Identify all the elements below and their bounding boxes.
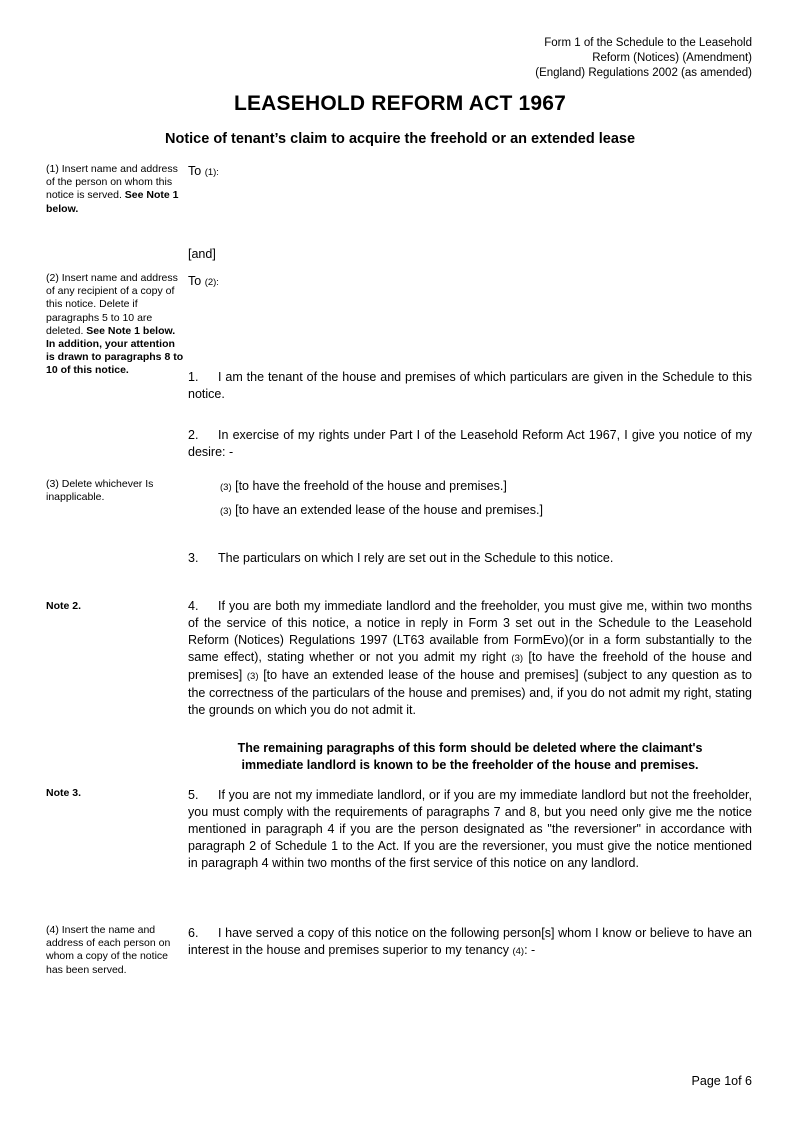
paragraph-6 <box>188 925 752 960</box>
margin-note-1 <box>46 163 186 216</box>
addressee-2-label: To <box>188 274 202 288</box>
paragraph-5-number: 5. <box>188 788 199 802</box>
paragraph-6-ref: (4) <box>512 946 525 957</box>
paragraph-2 <box>188 427 752 461</box>
paragraph-4-text-2: [to have the freehold of the house and premises] <box>188 650 752 682</box>
form-reference-line-1: Form 1 of the Schedule to the Leasehold <box>544 37 752 49</box>
margin-note-1-bold: See Note 1 below. <box>46 189 179 215</box>
paragraph-4-text-3: [to have an extended lease of the house and premises] (subject to any question as to the correctness of the particulars of the house and premises) and, if you do not admit my right, stating the grounds on which you do not admit it. <box>188 668 753 717</box>
paragraph-6-text-2: : - <box>524 943 536 957</box>
addressee-1-ref: (1): <box>204 167 219 178</box>
paragraph-2-number: 2. <box>188 428 199 442</box>
and-label: [and] <box>188 247 216 261</box>
paragraph-6-number: 6. <box>188 926 199 940</box>
option-freehold-text: [to have the freehold of the house and premises.] <box>235 479 507 493</box>
option-extended-lease-text: [to have an extended lease of the house and premises.] <box>235 503 543 517</box>
paragraph-2-text: In exercise of my rights under Part I of the Leasehold Reform Act 1967, I give you notice of my desire: - <box>188 428 752 459</box>
paragraph-5 <box>188 787 752 872</box>
margin-note-para-4: Note 2. <box>46 600 82 612</box>
addressee-1-label: To <box>188 164 202 178</box>
option-extended-lease-ref: (3) <box>220 506 232 517</box>
margin-note-2-bold-2: In addition, your attention is drawn to paragraphs 8 to 10 of this notice. <box>46 338 184 377</box>
paragraph-4-ref-1: (3) <box>511 653 524 664</box>
notice-subtitle: Notice of tenant’s claim to acquire the freehold or an extended lease <box>164 131 636 147</box>
margin-note-3: (3) Delete whichever Is inapplicable. <box>46 478 154 504</box>
paragraph-4-ref-2: (3) <box>246 671 259 682</box>
option-freehold-ref: (3) <box>220 482 232 493</box>
margin-note-2-bold-1: See Note 1 below. <box>86 324 176 337</box>
form-reference-line-2: Reform (Notices) (Amendment) <box>592 52 752 64</box>
paragraph-1-text: I am the tenant of the house and premises of which particulars are given in the Schedule to this notice. <box>188 370 752 401</box>
form-reference <box>332 36 752 81</box>
addressee-1-line <box>188 163 752 181</box>
margin-note-1-text: (1) Insert name and address of the person on whom this notice is served. <box>46 163 178 202</box>
margin-note-2 <box>46 272 186 378</box>
paragraph-4 <box>188 598 752 719</box>
form-reference-line-3: (England) Regulations 2002 (as amended) <box>535 67 752 79</box>
paragraph-6-text-1: I have served a copy of this notice on the following person[s] whom I know or believe to have an interest in the house and premises superior to my tenancy <box>188 926 752 957</box>
addressee-2-ref: (2): <box>204 277 219 288</box>
paragraph-3-text: The particulars on which I rely are set out in the Schedule to this notice. <box>218 551 614 565</box>
paragraph-4-number: 4. <box>188 599 199 613</box>
option-extended-lease <box>188 502 752 520</box>
page-title: LEASEHOLD REFORM ACT 1967 <box>233 92 567 115</box>
paragraph-4-text-1: If you are both my immediate landlord and the freeholder, you must give me, within two months of the service of this notice, a notice in reply in Form 3 set out in the Schedule to the Leasehold Reform (Notices) Regulations 1997 (LT63 available from FormEvo)(or in a form substantially to the same effect), stating whether or not you admit my right <box>188 599 752 664</box>
addressee-2-line <box>188 273 752 291</box>
remaining-paragraphs-note <box>188 740 752 774</box>
margin-note-4: (4) Insert the name and address of each person on whom a copy of the notice has been served. <box>46 924 171 976</box>
page-footer: Page 1of 6 <box>691 1074 752 1088</box>
paragraph-1-number: 1. <box>188 370 199 384</box>
remaining-paragraphs-note-line-1: The remaining paragraphs of this form should be deleted where the claimant's <box>237 741 703 755</box>
margin-note-para-5: Note 3. <box>46 787 82 799</box>
paragraph-3-number: 3. <box>188 551 199 565</box>
margin-note-2-text: (2) Insert name and address of any recipient of a copy of this notice. Delete if paragraphs 5 to 10 are deleted. <box>46 272 178 337</box>
paragraph-3 <box>188 550 752 567</box>
paragraph-5-text: If you are not my immediate landlord, or if you are my immediate landlord but not the freeholder, you must comply with the requirements of paragraphs 7 and 8, but you need only give me the notice mentioned in paragraph 4 if you are the person designated as "the reversioner" in accordance with paragraph 2 of Schedule 1 to the Act. If you are the reversioner, you must give the notice mentioned in paragraph 4 within two months of the first service of this notice on any landlord. <box>188 788 752 870</box>
option-freehold <box>188 478 752 496</box>
paragraph-1 <box>188 369 752 403</box>
remaining-paragraphs-note-line-2: immediate landlord is known to be the freeholder of the house and premises. <box>241 758 699 772</box>
